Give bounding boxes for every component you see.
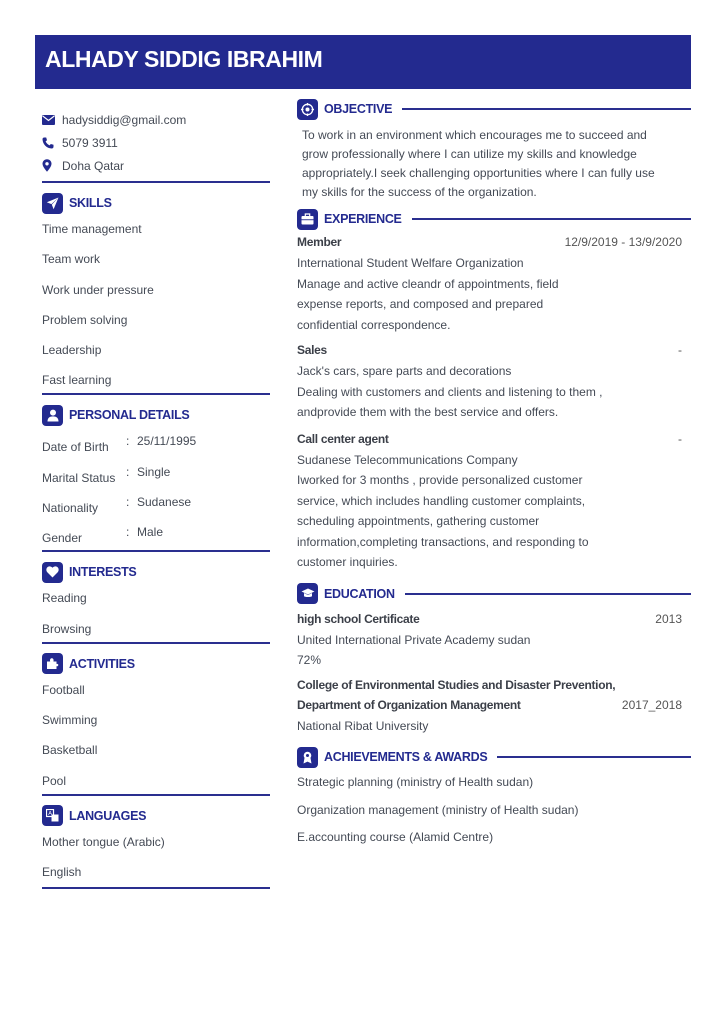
degree-title: high school Certificate — [297, 611, 420, 626]
languages-list — [42, 835, 270, 885]
translate-icon — [42, 805, 63, 826]
detail-label: Marital Status — [42, 470, 116, 485]
education-entry: College of Environmental Studies and Disaster Prevention, Department of Organization Management 2017_2018 National Ribat University — [297, 677, 682, 733]
skills-title: SKILLS — [69, 196, 112, 210]
education-title: EDUCATION — [324, 586, 395, 601]
objective-title: OBJECTIVE — [324, 102, 393, 116]
achievement-item: Strategic planning (ministry of Health sudan) — [297, 775, 534, 789]
divider — [42, 642, 270, 644]
interest-item: Browsing — [42, 621, 92, 636]
skill-item: Team work — [42, 252, 101, 267]
objective-text: To work in an environment which encourages me to succeed and grow professionally where I can utilize my skills and knowledge appropriately.I seek challenging opportunities where I can fully use my skills for the success of the organization. — [302, 128, 655, 199]
heading-rule — [497, 756, 691, 758]
mail-icon — [42, 115, 62, 125]
divider — [42, 550, 270, 552]
detail-row: Nationality : Sudanese — [42, 495, 270, 525]
languages-heading — [42, 805, 270, 827]
language-item: Mother tongue (Arabic) — [42, 834, 165, 849]
achievements-list — [297, 775, 691, 858]
detail-row: Gender : Male — [42, 525, 164, 546]
heading-rule — [412, 218, 691, 220]
activity-item: Basketball — [42, 743, 98, 758]
education-heading — [297, 583, 691, 605]
detail-value: Male — [137, 525, 164, 540]
experience-entry: Member 12/9/2019 - 13/9/2020 International Student Welfare Organization Manage and active cleandr of appointments, field expense reports, and composed and prepared confidential correspondence. — [297, 235, 682, 332]
job-date: 12/9/2019 - 13/9/2020 — [564, 235, 682, 249]
skill-item: Work under pressure — [42, 282, 154, 297]
interests-heading — [42, 561, 270, 583]
location-text: Doha Qatar — [62, 158, 125, 173]
interests-list — [42, 591, 270, 641]
heading-rule — [402, 108, 691, 110]
contact-phone — [42, 131, 270, 154]
activities-list — [42, 683, 270, 794]
heart-icon — [42, 562, 63, 583]
user-icon — [42, 405, 63, 426]
experience-entry: Sales - Jack's cars, spare parts and decorations Dealing with customers and clients and listening to them , andprovide them with the best service and offers. — [297, 343, 682, 419]
heading-rule — [405, 593, 691, 595]
detail-value: Single — [137, 464, 171, 479]
activity-item: Swimming — [42, 712, 98, 727]
languages-title: LANGUAGES — [69, 808, 147, 823]
degree-title: Department of Organization Management — [297, 697, 521, 712]
language-item: English — [42, 864, 82, 879]
phone-text: 5079 3911 — [62, 135, 118, 150]
achievements-title: ACHIEVEMENTS & AWARDS — [324, 750, 488, 764]
skills-list — [42, 222, 270, 393]
email-text: hadysiddig@gmail.com — [62, 112, 187, 127]
job-role: Sales — [297, 343, 327, 357]
job-date: - — [678, 431, 682, 446]
interest-item: Reading — [42, 591, 87, 606]
svg-text:A: A — [48, 811, 52, 818]
detail-label: Gender — [42, 531, 83, 546]
skill-item: Time management — [42, 222, 142, 236]
left-column — [42, 108, 270, 889]
detail-value: Sudanese — [137, 495, 192, 510]
detail-value: 25/11/1995 — [137, 434, 197, 449]
job-role: Call center agent — [297, 431, 389, 446]
skill-item: Leadership — [42, 343, 102, 358]
phone-icon — [42, 137, 62, 149]
divider — [42, 393, 270, 395]
contact-email — [42, 108, 270, 131]
education-year: 2013 — [655, 611, 682, 626]
skills-heading — [42, 192, 270, 214]
achievements-heading — [297, 746, 691, 768]
skill-item: Fast learning — [42, 373, 112, 388]
header-banner — [35, 35, 691, 89]
achievement-item: E.accounting course (Alamid Centre) — [297, 830, 494, 844]
puzzle-icon — [42, 653, 63, 674]
personal-details-list — [42, 434, 270, 547]
detail-label: Date of Birth — [42, 440, 109, 455]
degree-title: College of Environmental Studies and Disaster Prevention, — [297, 677, 616, 692]
experience-entry: Call center agent - Sudanese Telecommunications Company Iworked for 3 months , provide personalized customer service, which includes handling customer complaints, scheduling appointments, gathering customer information,completing transactions, and responding to customer inquiries. — [297, 431, 682, 569]
experience-heading — [297, 208, 691, 230]
briefcase-icon — [297, 209, 318, 230]
detail-row: Marital Status : Single — [42, 465, 270, 495]
candidate-name: ALHADY SIDDIG IBRAHIM — [45, 46, 323, 72]
graduation-cap-icon — [297, 583, 318, 604]
activity-item: Football — [42, 682, 85, 697]
skill-item: Problem solving — [42, 312, 128, 327]
right-column — [297, 98, 691, 858]
job-date: - — [678, 343, 682, 357]
detail-label: Nationality — [42, 501, 99, 516]
interests-title: INTERESTS — [69, 565, 137, 580]
job-role: Member — [297, 235, 342, 249]
activities-title: ACTIVITIES — [69, 656, 135, 671]
objective-heading — [297, 98, 691, 120]
detail-row: Date of Birth : 25/11/1995 — [42, 434, 270, 464]
divider — [42, 794, 270, 796]
location-pin-icon — [42, 159, 62, 172]
personal-details-heading — [42, 404, 270, 426]
activity-item: Pool — [42, 773, 67, 788]
experience-title: EXPERIENCE — [324, 212, 402, 226]
education-entry: high school Certificate 2013 United International Private Academy sudan 72% — [297, 611, 682, 667]
education-year: 2017_2018 — [621, 697, 682, 712]
achievement-item: Organization management (ministry of Health sudan) — [297, 802, 579, 817]
award-ribbon-icon — [297, 747, 318, 768]
personal-details-title: PERSONAL DETAILS — [69, 408, 190, 423]
target-icon — [297, 99, 318, 120]
contact-location — [42, 154, 270, 177]
divider — [42, 887, 270, 889]
activities-heading — [42, 653, 270, 675]
divider — [42, 181, 270, 183]
rocket-icon — [42, 193, 63, 214]
